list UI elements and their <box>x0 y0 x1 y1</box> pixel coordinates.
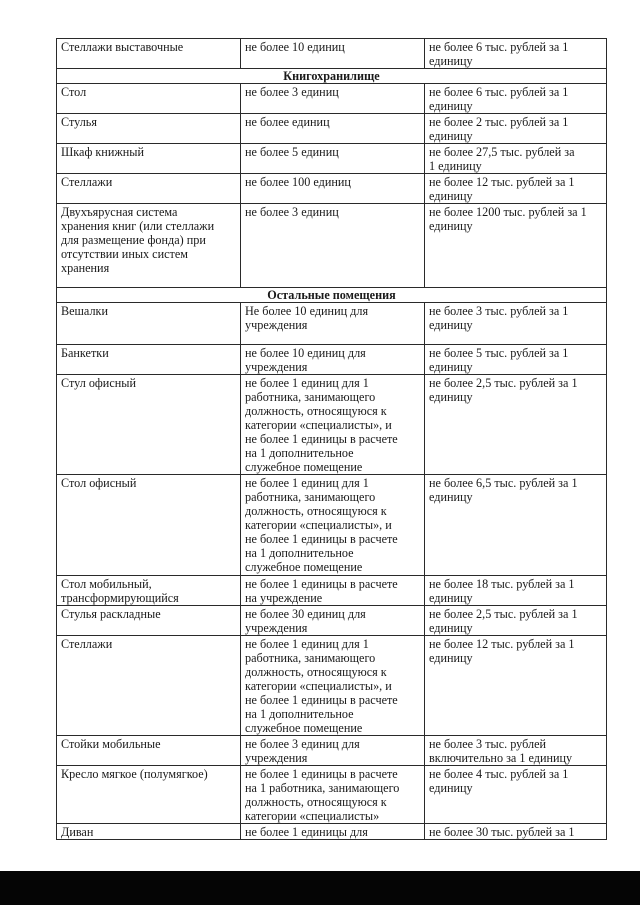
item-quantity: не более 1 единицы в расчете на 1 работника, занимающего должность, относящуюся к категории «специалисты» <box>241 766 425 824</box>
item-price: не более 3 тыс. рублей за 1 единицу <box>425 303 607 345</box>
item-price: не более 2,5 тыс. рублей за 1 единицу <box>425 606 607 636</box>
item-price: не более 12 тыс. рублей за 1 единицу <box>425 636 607 736</box>
item-price: не более 6 тыс. рублей за 1 единицу <box>425 84 607 114</box>
scan-bottom-edge <box>0 871 640 905</box>
item-quantity: не более 30 единиц для учреждения <box>241 606 425 636</box>
item-name: Стеллажи выставочные <box>57 39 241 69</box>
table-row <box>57 576 607 606</box>
item-price: не более 6,5 тыс. рублей за 1 единицу <box>425 475 607 576</box>
item-name: Стол офисный <box>57 475 241 576</box>
item-quantity: не более 3 единиц для учреждения <box>241 736 425 766</box>
item-name: Стул офисный <box>57 375 241 475</box>
table-row <box>57 144 607 174</box>
table-row <box>57 375 607 475</box>
item-quantity: не более 3 единиц <box>241 84 425 114</box>
table-row <box>57 114 607 144</box>
item-name: Диван <box>57 824 241 840</box>
section-header-row <box>57 288 607 303</box>
item-name: Стеллажи <box>57 174 241 204</box>
table-row <box>57 606 607 636</box>
table-row <box>57 174 607 204</box>
table-row <box>57 475 607 576</box>
item-price: не более 5 тыс. рублей за 1 единицу <box>425 345 607 375</box>
item-name: Стеллажи <box>57 636 241 736</box>
item-quantity: не более 1 единиц для 1 работника, занимающего должность, относящуюся к категории «специалисты», и не более 1 единицы в расчете на 1 дополнительное служебное помещение <box>241 475 425 576</box>
item-price: не более 4 тыс. рублей за 1 единицу <box>425 766 607 824</box>
item-price: не более 12 тыс. рублей за 1 единицу <box>425 174 607 204</box>
item-name: Банкетки <box>57 345 241 375</box>
item-quantity: не более 100 единиц <box>241 174 425 204</box>
table-row <box>57 766 607 824</box>
item-price: не более 18 тыс. рублей за 1 единицу <box>425 576 607 606</box>
table-row <box>57 84 607 114</box>
item-name: Стол мобильный, трансформирующийся <box>57 576 241 606</box>
item-quantity: не более 1 единиц для 1 работника, занимающего должность, относящуюся к категории «специалисты», и не более 1 единицы в расчете на 1 дополнительное служебное помещение <box>241 636 425 736</box>
table-row <box>57 204 607 288</box>
item-price: не более 1200 тыс. рублей за 1 единицу <box>425 204 607 288</box>
table-row <box>57 636 607 736</box>
item-name: Стойки мобильные <box>57 736 241 766</box>
item-quantity: не более 10 единиц для учреждения <box>241 345 425 375</box>
item-name: Двухъярусная система хранения книг (или стеллажи для размещение фонда) при отсутствии иных систем хранения <box>57 204 241 288</box>
item-name: Стулья раскладные <box>57 606 241 636</box>
item-quantity: Не более 10 единиц для учреждения <box>241 303 425 345</box>
table-row <box>57 824 607 840</box>
section-header-row <box>57 69 607 84</box>
item-name: Стулья <box>57 114 241 144</box>
item-quantity: не более 5 единиц <box>241 144 425 174</box>
table-row <box>57 345 607 375</box>
item-price: не более 2,5 тыс. рублей за 1 единицу <box>425 375 607 475</box>
item-quantity: не более 10 единиц <box>241 39 425 69</box>
item-price: не более 3 тыс. рублей включительно за 1 единицу <box>425 736 607 766</box>
item-quantity: не более 1 единиц для 1 работника, занимающего должность, относящуюся к категории «специалисты», и не более 1 единицы в расчете на 1 дополнительное служебное помещение <box>241 375 425 475</box>
table-row <box>57 303 607 345</box>
furniture-norms-table <box>56 38 607 840</box>
item-quantity: не более 1 единицы в расчете на учреждение <box>241 576 425 606</box>
item-price: не более 6 тыс. рублей за 1 единицу <box>425 39 607 69</box>
table-row <box>57 39 607 69</box>
item-name: Шкаф книжный <box>57 144 241 174</box>
item-name: Кресло мягкое (полумягкое) <box>57 766 241 824</box>
item-price: не более 27,5 тыс. рублей за 1 единицу <box>425 144 607 174</box>
section-title: Остальные помещения <box>57 288 607 303</box>
item-price: не более 30 тыс. рублей за 1 <box>425 824 607 840</box>
section-title: Книгохранилище <box>57 69 607 84</box>
item-quantity: не более единиц <box>241 114 425 144</box>
item-name: Стол <box>57 84 241 114</box>
item-quantity: не более 1 единицы для <box>241 824 425 840</box>
item-price: не более 2 тыс. рублей за 1 единицу <box>425 114 607 144</box>
item-quantity: не более 3 единиц <box>241 204 425 288</box>
item-name: Вешалки <box>57 303 241 345</box>
table-row <box>57 736 607 766</box>
